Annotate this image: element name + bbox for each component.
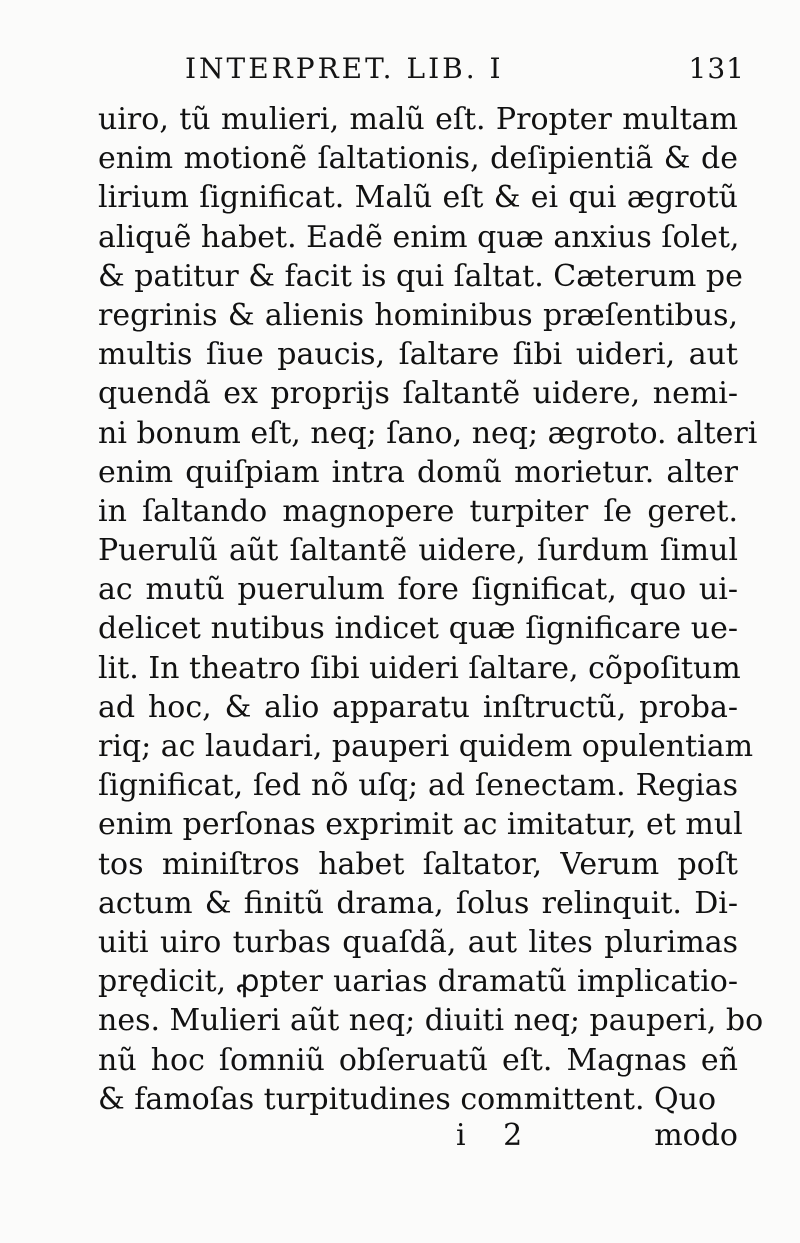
text-line: tos miniſtros habet ſaltator, Verum poſt [98, 846, 738, 882]
text-line: enim motionẽ ſaltationis, deſipientiã & de [98, 141, 738, 177]
text-line: ſignificat, ſed nõ uſq; ad ſenectam. Regias [98, 768, 738, 804]
signature-mark: i 2 [456, 1118, 537, 1153]
text-line: delicet nutibus indicet quæ ſignificare ue- [98, 611, 738, 647]
text-line: ni bonum eſt, neq; ſano, neq; ægroto. alteri [98, 415, 758, 451]
text-line: lirium ſignificat. Malũ eſt & ei qui ægrotũ [98, 180, 738, 216]
text-line: enim quiſpiam intra domũ morietur. alter [98, 454, 738, 490]
text-line: prędicit, ꝓpter uarias dramatũ implicatio- [98, 964, 738, 1000]
text-line: ad hoc, & alio apparatu inſtructũ, proba- [98, 689, 738, 725]
body-text [98, 100, 764, 1119]
text-line: multis ſiue paucis, ſaltare ſibi uideri, aut [98, 337, 738, 373]
text-line: enim perſonas exprimit ac imitatur, et mul [98, 807, 743, 843]
text-line: lit. In theatro ſibi uideri ſaltare, cõpoſitum [98, 650, 741, 686]
text-line: nes. Mulieri aũt neq; diuiti neq; pauperi, bo [98, 1003, 764, 1039]
text-line: uiti uiro turbas quaſdã, aut lites plurimas [98, 924, 738, 960]
catchword: modo [654, 1118, 738, 1153]
text-line: riq; ac laudari, pauperi quidem opulentiam [98, 729, 754, 764]
page-number: 131 [688, 52, 745, 85]
text-line: nũ hoc ſomniũ obſeruatũ eſt. Magnas eñ [98, 1042, 738, 1078]
text-line: quendã ex proprijs ſaltantẽ uidere, nemi- [98, 376, 738, 412]
text-line: ac mutũ puerulum fore ſignificat, quo ui- [98, 572, 738, 608]
text-line: uiro, tũ mulieri, malũ eſt. Propter multam [98, 102, 738, 137]
text-line: regrinis & alienis hominibus præſentibus, [98, 297, 738, 333]
text-line: & patitur & facit is qui ſaltat. Cæterum pe [98, 258, 743, 294]
text-line: Puerulũ aũt ſaltantẽ uidere, ſurdum ſimul [98, 533, 738, 569]
text-line: in ſaltando magnopere turpiter ſe geret. [98, 493, 738, 529]
running-head [185, 52, 745, 92]
text-line: actum & finitũ drama, ſolus relinquit. Di- [98, 885, 738, 921]
page-footer [98, 1118, 738, 1162]
running-head-title: INTERPRET. LIB. I [185, 52, 504, 85]
text-line: & famoſas turpitudines committent. Quo [98, 1081, 717, 1117]
text-line: aliquẽ habet. Eadẽ enim quæ anxius ſolet, [98, 219, 740, 255]
